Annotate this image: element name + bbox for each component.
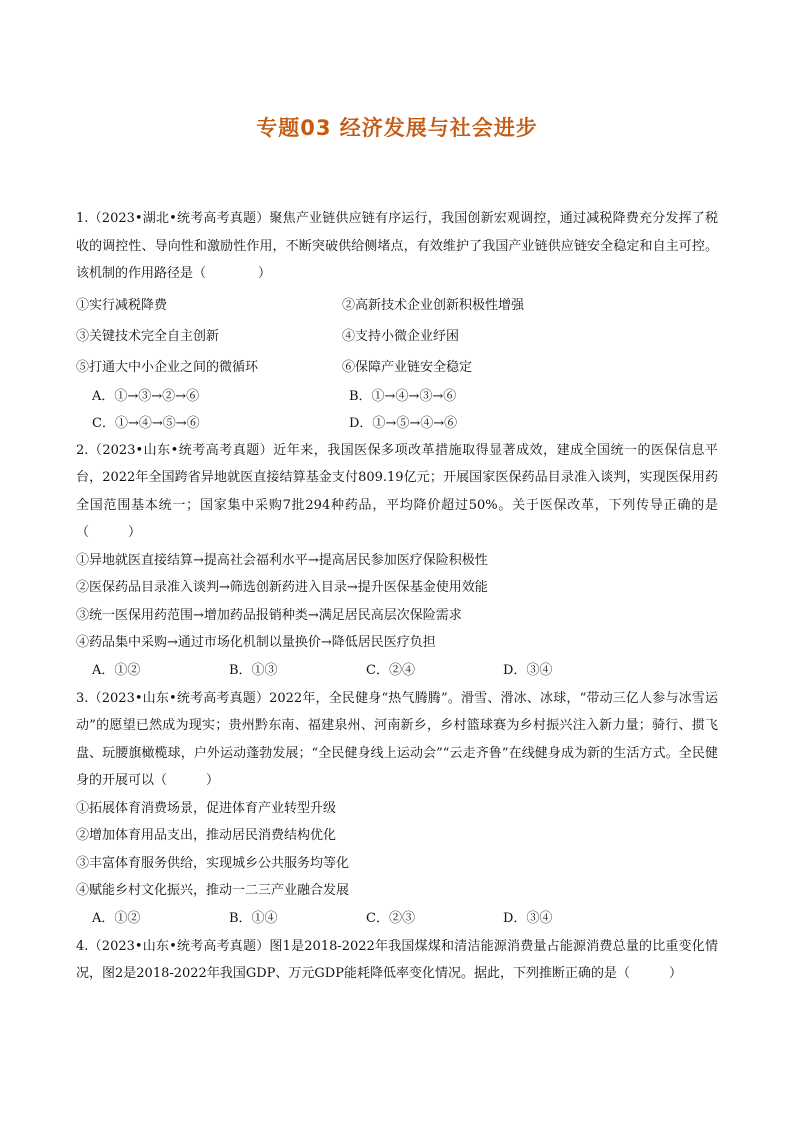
item-row: [76, 290, 718, 321]
statement: ③丰富体育服务供给，实现城乡公共服务均等化: [76, 855, 350, 871]
option-d: D．③④: [503, 662, 553, 678]
option-c: C．②③: [366, 910, 415, 926]
statement: ⑤打通大中小企业之间的微循环: [76, 359, 259, 375]
statement: ①实行减税降费: [76, 297, 168, 313]
option-b: B．①③: [229, 662, 278, 678]
option-b: B．①④: [229, 910, 278, 926]
question-1: [76, 205, 718, 437]
statement: ①拓展体育消费场景，促进体育产业转型升级: [76, 800, 337, 816]
question-list: [76, 205, 718, 988]
option-row: [76, 383, 718, 410]
statement: ②医保药品目录准入谈判→筛选创新药进入目录→提升医保基金使用效能: [76, 580, 488, 595]
option-a: A．①②: [92, 662, 141, 678]
question-4: [76, 933, 718, 988]
question-stem: 2.（2023•山东•统考高考真题）近年来，我国医保多项改革措施取得显著成效，建成全国统一的医保信息平台，2022年全国跨省异地就医直接结算基金支付809.19亿元；开展国家医保药品目录准入谈判，实现医保用药全国范围基本统一；国家集中采购7批294种药品，平均降价超过50%。关于医保改革，下列传导正确的是（ ）: [76, 442, 718, 540]
question-stem: 4.（2023•山东•统考高考真题）图1是2018-2022年我国煤煤和清洁能源消费量占能源消费总量的比重变化情况，图2是2018-2022年我国GDP、万元GDP能耗降低率变化情况。据此，下列推断正确的是（ ）: [76, 938, 718, 981]
question-stem: 1.（2023•湖北•统考高考真题）聚焦产业链供应链有序运行，我国创新宏观调控，通过减税降费充分发挥了税收的调控性、导向性和激励性作用，不断突破供给侧堵点，有效维护了我国产业链供应链安全稳定和自主可控。该机制的作用路径是（ ）: [76, 211, 718, 281]
option-c: C．②④: [366, 662, 415, 678]
question-2: [76, 437, 718, 685]
statement: ④支持小微企业纾困: [342, 328, 460, 344]
option-a: A．①→③→②→⑥: [92, 388, 200, 404]
option-row: [76, 657, 718, 685]
item-row: [76, 352, 718, 383]
question-stem: 3.（2023•山东•统考高考真题）2022年，全民健身“热气腾腾”。滑雪、滑冰、冰球，“带动三亿人参与冰雪运动”的愿望已然成为现实；贵州黔东南、福建泉州、河南新乡，乡村篮球赛为乡村振兴注入新力量；骑行、掼飞盘、玩腰旗橄榄球，户外运动蓬勃发展；“全民健身线上运动会”“云走齐鲁”在线健身成为新的生活方式。全民健身的开展可以（ ）: [76, 690, 718, 788]
option-b: B．①→④→③→⑥: [349, 388, 457, 404]
option-row: [76, 905, 718, 933]
option-row: [76, 410, 718, 437]
statement: ⑥保障产业链安全稳定: [342, 359, 473, 375]
statement: ④药品集中采购→通过市场化机制以量换价→降低居民医疗负担: [76, 635, 436, 650]
option-a: A．①②: [92, 910, 141, 926]
statement: ②增加体育用品支出，推动居民消费结构优化: [76, 828, 337, 843]
question-3: [76, 685, 718, 933]
statement: ①异地就医直接结算→提高社会福利水平→提高居民参加医疗保险积极性: [76, 552, 488, 568]
statement: ②高新技术企业创新积极性增强: [342, 297, 525, 313]
statement: ③统一医保用药范围→增加药品报销种类→满足居民高层次保险需求: [76, 607, 462, 623]
option-c: C．①→④→⑤→⑥: [92, 415, 200, 431]
option-d: D．③④: [503, 910, 553, 926]
statement: ④赋能乡村文化振兴，推动一二三产业融合发展: [76, 883, 350, 898]
statement: ③关键技术完全自主创新: [76, 328, 220, 344]
page-title: 专题03 经济发展与社会进步: [256, 116, 538, 140]
item-row: [76, 321, 718, 352]
option-d: D．①→⑤→④→⑥: [349, 415, 458, 431]
